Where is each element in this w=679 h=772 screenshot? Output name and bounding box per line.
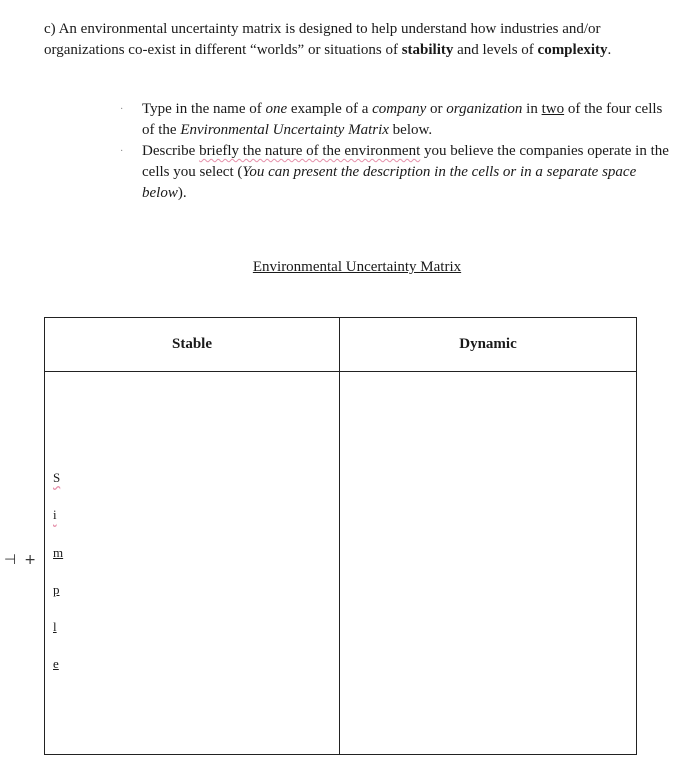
- emph-description-note: You can present the description in the cells or in a separate space below: [142, 164, 637, 201]
- text: in: [522, 101, 542, 117]
- emph-one: one: [265, 101, 288, 117]
- text: or: [426, 101, 447, 117]
- text: of the four cells of the: [142, 101, 663, 138]
- text: Describe: [142, 143, 200, 159]
- pin-icon[interactable]: ⊣: [4, 552, 17, 568]
- text: Type in the name of: [142, 101, 266, 117]
- row-gutter-controls: [4, 552, 44, 568]
- instruction-list: [120, 99, 675, 204]
- intro-bold-stability: stability: [401, 42, 454, 58]
- add-row-icon[interactable]: +: [24, 552, 36, 568]
- intro-text-2: and levels of: [453, 42, 538, 58]
- cell-simple-dynamic[interactable]: [340, 372, 637, 755]
- cell-simple-stable[interactable]: [45, 372, 340, 755]
- matrix-caption: Environmental Uncertainty Matrix: [252, 259, 462, 275]
- text: you believe the companies operate in the cells you select (: [142, 143, 669, 180]
- text: ).: [177, 185, 187, 201]
- intro-text-3: .: [607, 42, 612, 58]
- row-label-letter: p: [53, 582, 60, 597]
- bullet-marker: ·: [120, 104, 124, 115]
- bullet-marker: ·: [120, 146, 124, 157]
- row-label-letter: e: [53, 656, 59, 671]
- spellcheck-phrase: briefly the nature of the environment: [199, 143, 421, 159]
- header-dynamic: Dynamic: [340, 318, 637, 372]
- intro-bold-complexity: complexity: [537, 42, 608, 58]
- intro-text: c) An environmental uncertainty matrix is designed to help understand how industries and/or organizations co-exist in different “worlds” or situations of: [44, 21, 601, 58]
- emph-company: company: [372, 101, 427, 117]
- emph-matrix-name: Environmental Uncertainty Matrix: [180, 122, 389, 138]
- row-label-letter: m: [53, 545, 64, 560]
- uncertainty-matrix-table: [44, 317, 637, 755]
- underlined-two: two: [541, 101, 565, 117]
- text: example of a: [287, 101, 373, 117]
- simple-row: [45, 372, 637, 755]
- row-label-letter: S: [53, 470, 61, 485]
- text: below.: [388, 122, 433, 138]
- row-label-letter: l: [53, 619, 57, 634]
- question-intro: [44, 19, 669, 61]
- row-label-letter: i: [53, 507, 57, 522]
- instruction-item-2: [120, 141, 675, 204]
- header-stable: Stable: [45, 318, 340, 372]
- instruction-item-1: [120, 99, 675, 141]
- header-row: [45, 318, 637, 372]
- emph-organization: organization: [446, 101, 523, 117]
